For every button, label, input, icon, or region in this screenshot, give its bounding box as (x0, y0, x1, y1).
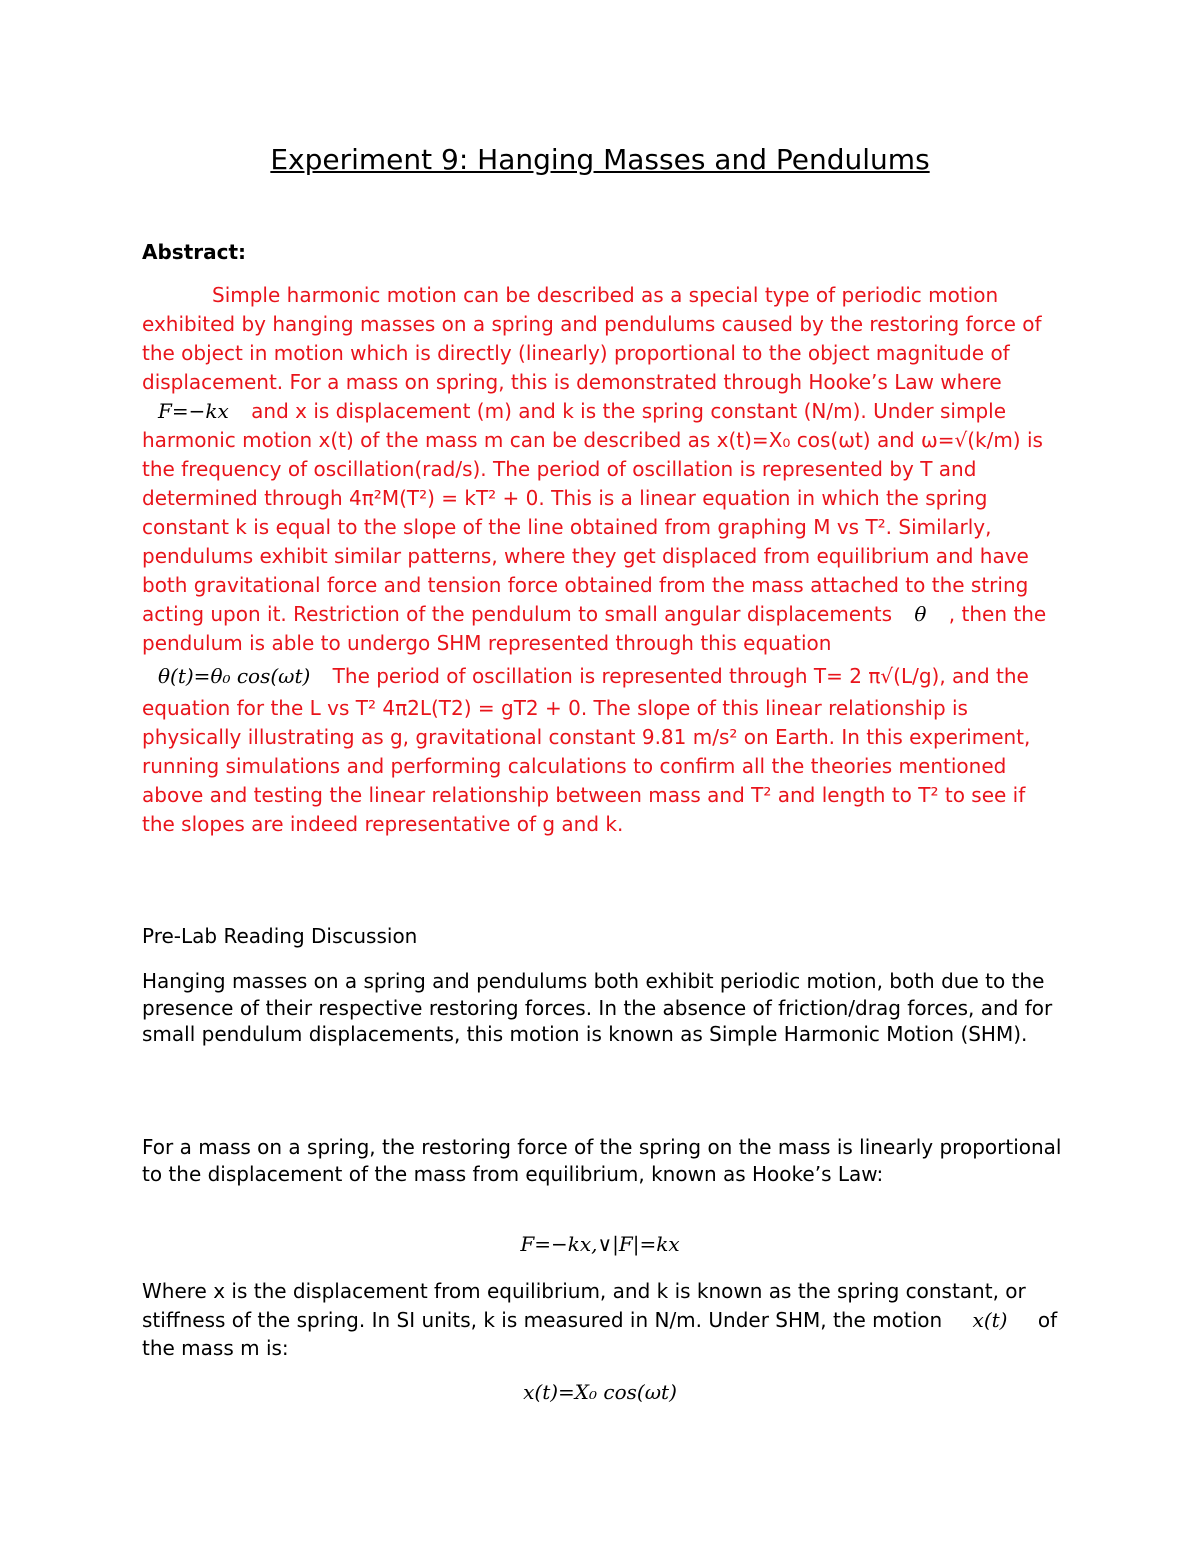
abstract-paragraph (142, 281, 1062, 839)
prelab-heading: Pre-Lab Reading Discussion (142, 924, 418, 948)
document-title: Experiment 9: Hanging Masses and Pendulums (270, 143, 930, 176)
theta-inline-symbol: θ (914, 602, 927, 626)
abstract-heading: Abstract: (142, 240, 247, 264)
position-function-inline: x(t) (972, 1307, 1008, 1332)
pendulum-equation: θ(t)=θ₀ cos(ωt) (158, 664, 311, 688)
prelab-paragraph-2: For a mass on a spring, the restoring force of the spring on the mass is linearly proportional to the displacement of the mass from equilibrium, known as Hooke’s Law: (142, 1135, 1062, 1186)
abstract-text-3: , then the pendulum is able to undergo SHM represented through this equation (142, 602, 1047, 655)
abstract-text-4: The period of oscillation is represented through T= 2 π√(L/g), and the equation for the L vs T² 4π2L(T2) = gT2 + 0. The slope of this linear relationship is physically illustrating as g, gravitational constant 9.81 m/s² on Earth. In this experiment, running simulations and performing calculations to confirm all the theories mentioned above and testing the linear relationship between mass and T² and length to T² to see if the slopes are indeed representative of g and k. (142, 664, 1031, 836)
prelab-paragraph-3-text-b: of the mass m is: (142, 1307, 1058, 1360)
abstract-text-2: and x is displacement (m) and k is the spring constant (N/m). Under simple harmonic motion x(t) of the mass m can be described as x(t)=X₀ cos(ωt) and ω=√(k/m) is the frequency of oscillation(rad/s). The period of oscillation is represented by T and determined through 4π²M(T²) = kT² + 0. This is a linear equation in which the spring constant k is equal to the slope of the line obtained from graphing M vs T². Similarly, pendulums exhibit similar patterns, where they get displaced from equilibrium and have both gravitational force and tension force obtained from the mass attached to the string acting upon it. Restriction of the pendulum to small angular displacements (142, 399, 1043, 626)
position-equation: x(t)=X₀ cos(ωt) (523, 1380, 677, 1404)
prelab-paragraph-1: Hanging masses on a spring and pendulums both exhibit periodic motion, both due to the presence of their respective restoring forces. In the absence of friction/drag forces, and for small pendulum displacements, this motion is known as Simple Harmonic Motion (SHM). (142, 969, 1053, 1046)
prelab-paragraph-3-text-a: Where x is the displacement from equilibrium, and k is known as the spring constant, or stiffness of the spring. In SI units, k is measured in N/m. Under SHM, the motion (142, 1279, 1026, 1332)
prelab-paragraph-3 (142, 1277, 1062, 1363)
hooke-inline-equation: F=−kx (158, 399, 229, 423)
abstract-text-1: Simple harmonic motion can be described as a special type of periodic motion exhibited by hanging masses on a spring and pendulums caused by the restoring force of the object in motion which is directly (linearly) proportional to the object magnitude of displacement. For a mass on spring, this is demonstrated through Hooke’s Law where (142, 283, 1042, 394)
hooke-law-equation: F=−kx,∨|F|=kx (520, 1232, 680, 1256)
